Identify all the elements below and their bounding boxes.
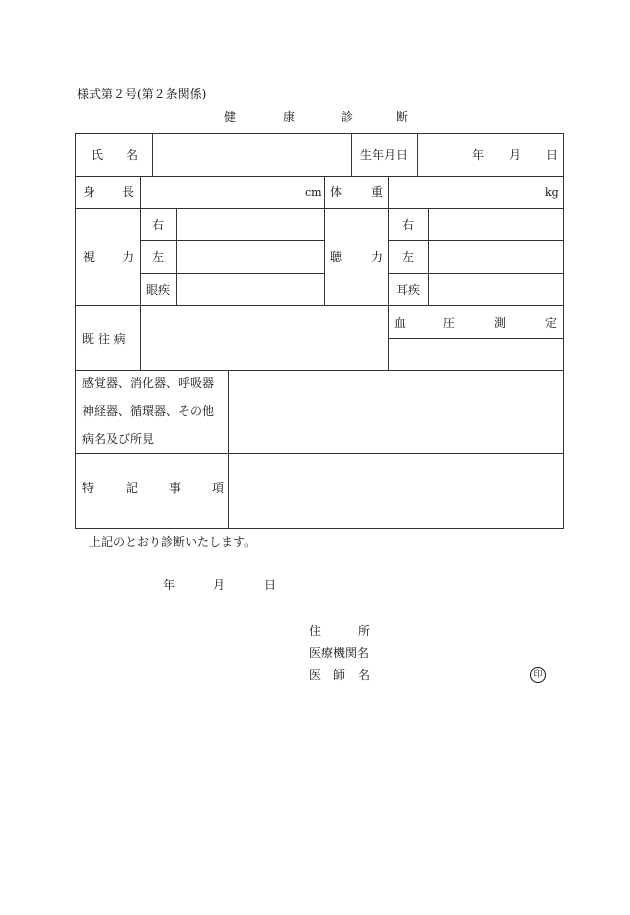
blood-pressure-label-char-1: 血 — [394, 316, 407, 330]
organs-label-line-3: 病名及び所見 — [82, 432, 155, 446]
title-char-4: 断 — [396, 110, 409, 124]
birth-date-label: 生年月日 — [360, 148, 409, 162]
blood-pressure-label-char-4: 定 — [545, 316, 558, 330]
institution-label: 医療機関名 — [309, 646, 370, 660]
vision-left-field[interactable] — [177, 241, 324, 273]
organs-label-line-1: 感覚器、消化器、呼吸器 — [82, 376, 215, 390]
birth-day-label: 日 — [546, 148, 559, 162]
address-label-char-2: 所 — [358, 624, 371, 638]
hearing-right-field[interactable] — [429, 209, 563, 240]
special-notes-label-char-1: 特 — [82, 481, 95, 495]
doctor-label-char-3: 名 — [358, 668, 371, 682]
findings-field[interactable] — [229, 371, 563, 453]
blood-pressure-field[interactable] — [389, 339, 563, 370]
hearing-label-char-1: 聴 — [330, 250, 343, 264]
medical-history-field[interactable] — [141, 306, 388, 370]
height-unit: cm — [305, 186, 322, 199]
vision-right-field[interactable] — [177, 209, 324, 240]
hearing-left-field[interactable] — [429, 241, 563, 273]
table-border-bottom — [75, 528, 564, 529]
title-char-3: 診 — [341, 110, 354, 124]
weight-label-char-2: 重 — [371, 185, 384, 199]
col-divider — [351, 133, 352, 176]
vision-label-char-2: 力 — [122, 250, 135, 264]
name-label-char-2: 名 — [126, 148, 139, 162]
birth-date-field[interactable] — [418, 134, 563, 176]
form-number: 様式第２号(第２条関係) — [77, 87, 207, 101]
special-notes-field[interactable] — [229, 454, 563, 528]
doctor-label-char-2: 師 — [333, 668, 346, 682]
blood-pressure-label-char-2: 圧 — [443, 316, 456, 330]
eye-disease-label: 眼疾 — [146, 283, 171, 297]
date-day-label: 日 — [264, 578, 277, 592]
blood-pressure-label-char-3: 測 — [494, 316, 507, 330]
name-field[interactable] — [153, 134, 350, 176]
table-border-left — [75, 133, 76, 529]
hearing-right-label: 右 — [402, 218, 415, 232]
height-label-char-1: 身 — [83, 185, 96, 199]
title-char-2: 康 — [283, 110, 296, 124]
weight-label-char-1: 体 — [330, 185, 343, 199]
certification-statement: 上記のとおり診断いたします。 — [89, 535, 257, 549]
special-notes-label-char-4: 項 — [212, 481, 225, 495]
hearing-left-label: 左 — [402, 250, 415, 264]
date-year-label: 年 — [163, 578, 176, 592]
eye-disease-field[interactable] — [177, 274, 324, 305]
address-label-char-1: 住 — [309, 624, 322, 638]
doctor-label-char-1: 医 — [309, 668, 322, 682]
title-char-1: 健 — [224, 110, 237, 124]
vision-left-label: 左 — [152, 250, 165, 264]
col-divider — [324, 176, 325, 305]
vision-right-label: 右 — [152, 218, 165, 232]
date-month-label: 月 — [213, 578, 226, 592]
medical-history-label: 既 往 病 — [82, 332, 126, 346]
height-label-char-2: 長 — [122, 185, 135, 199]
ear-disease-field[interactable] — [429, 274, 563, 305]
ear-disease-label: 耳疾 — [396, 283, 421, 297]
vision-label-char-1: 視 — [83, 250, 96, 264]
special-notes-label-char-2: 記 — [126, 481, 139, 495]
birth-month-label: 月 — [509, 148, 522, 162]
weight-unit: kg — [545, 186, 559, 199]
birth-year-label: 年 — [472, 148, 485, 162]
weight-field[interactable] — [389, 177, 539, 208]
name-label-char-1: 氏 — [91, 148, 104, 162]
height-field[interactable] — [141, 177, 311, 208]
seal-mark: 印 — [530, 667, 546, 683]
special-notes-label-char-3: 事 — [169, 481, 182, 495]
hearing-label-char-2: 力 — [371, 250, 384, 264]
table-border-right — [563, 133, 564, 529]
organs-label-line-2: 神経器、循環器、その他 — [82, 404, 215, 418]
